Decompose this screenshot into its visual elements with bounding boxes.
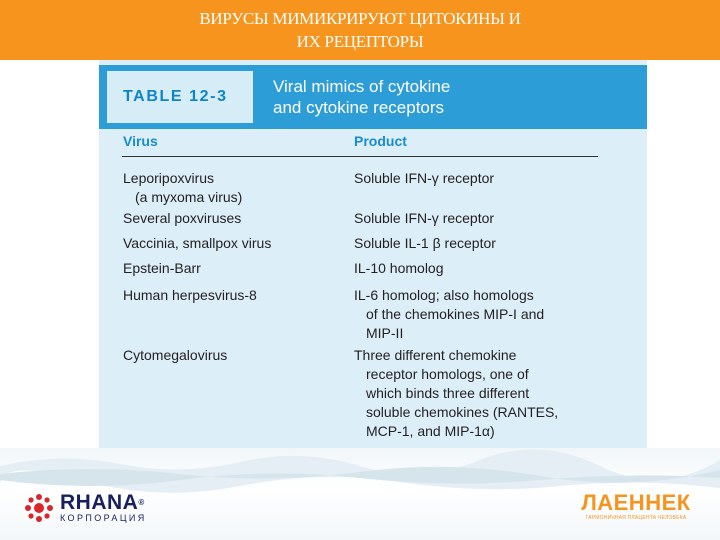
cell-product (354, 169, 624, 188)
cell-product-line: of the chemokines MIP-I and (366, 306, 545, 322)
cell-product-line: which binds three different (366, 385, 530, 401)
laennek-subtitle: ГАРМОНИЧНАЯ ПЛАЦЕНТА ЧЕЛОВЕКА (585, 515, 687, 521)
header-divider (122, 156, 598, 157)
cell-product (354, 286, 624, 343)
cell-virus (123, 346, 348, 365)
cell-virus (123, 234, 348, 253)
cell-product (354, 209, 624, 228)
laennek-logo (573, 492, 699, 522)
cell-product-line: Soluble IL-1 β receptor (354, 235, 496, 251)
cell-product-line: IL-10 homolog (354, 260, 444, 276)
slide-title-line-1: ВИРУСЫ МИМИКРИРУЮТ ЦИТОКИНЫ И (199, 9, 521, 28)
cell-virus (123, 169, 348, 207)
column-header-virus: Virus (123, 133, 158, 149)
slide-title-bar (0, 0, 720, 60)
cell-virus-line: Leporipoxvirus (123, 170, 215, 186)
cell-product (354, 346, 624, 441)
table-caption-line-1: Viral mimics of cytokine (273, 77, 451, 96)
cell-virus-line: Several poxviruses (123, 210, 242, 226)
cell-virus-line: (a myxoma virus) (135, 189, 243, 205)
cell-virus-line: Human herpesvirus-8 (123, 287, 257, 303)
table-caption-line-2: and cytokine receptors (273, 98, 445, 117)
cell-product-line: MIP-II (366, 325, 404, 341)
cell-product-line: soluble chemokines (RANTES, (366, 404, 559, 420)
table-header (99, 65, 647, 129)
cell-product-line: IL-6 homolog; also homologs (354, 287, 534, 303)
rhana-name: RHANA (60, 491, 139, 514)
rhana-subtitle: КОРПОРАЦИЯ (60, 513, 147, 523)
cell-virus-line: Vaccinia, smallpox virus (123, 235, 272, 251)
table-image (99, 60, 647, 464)
cell-virus (123, 286, 348, 305)
cell-product-line: Soluble IFN-γ receptor (354, 170, 495, 186)
cell-product (354, 234, 624, 253)
cell-virus-line: Epstein-Barr (123, 260, 201, 276)
cell-product-line: receptor homologs, one of (366, 366, 529, 382)
laennek-name: ЛАЕННЕК (581, 490, 691, 515)
table-number: TABLE 12-3 (123, 88, 228, 105)
cell-product-line: Three different chemokine (354, 347, 517, 363)
rhana-registered-mark: ® (138, 498, 145, 507)
slide-title-line-2: ИХ РЕЦЕПТОРЫ (296, 32, 424, 51)
red-virus-molecule-icon (24, 493, 54, 523)
cell-virus (123, 259, 348, 278)
cell-product-line: Soluble IFN-γ receptor (354, 210, 495, 226)
table-caption (273, 76, 633, 118)
cell-virus-line: Cytomegalovirus (123, 347, 228, 363)
column-header-product: Product (354, 133, 407, 149)
rhana-logo (24, 492, 147, 524)
cell-product-line: MCP-1, and MIP-1α) (366, 423, 495, 439)
cell-virus (123, 209, 348, 228)
table-tag (107, 71, 253, 123)
cell-product (354, 259, 624, 278)
